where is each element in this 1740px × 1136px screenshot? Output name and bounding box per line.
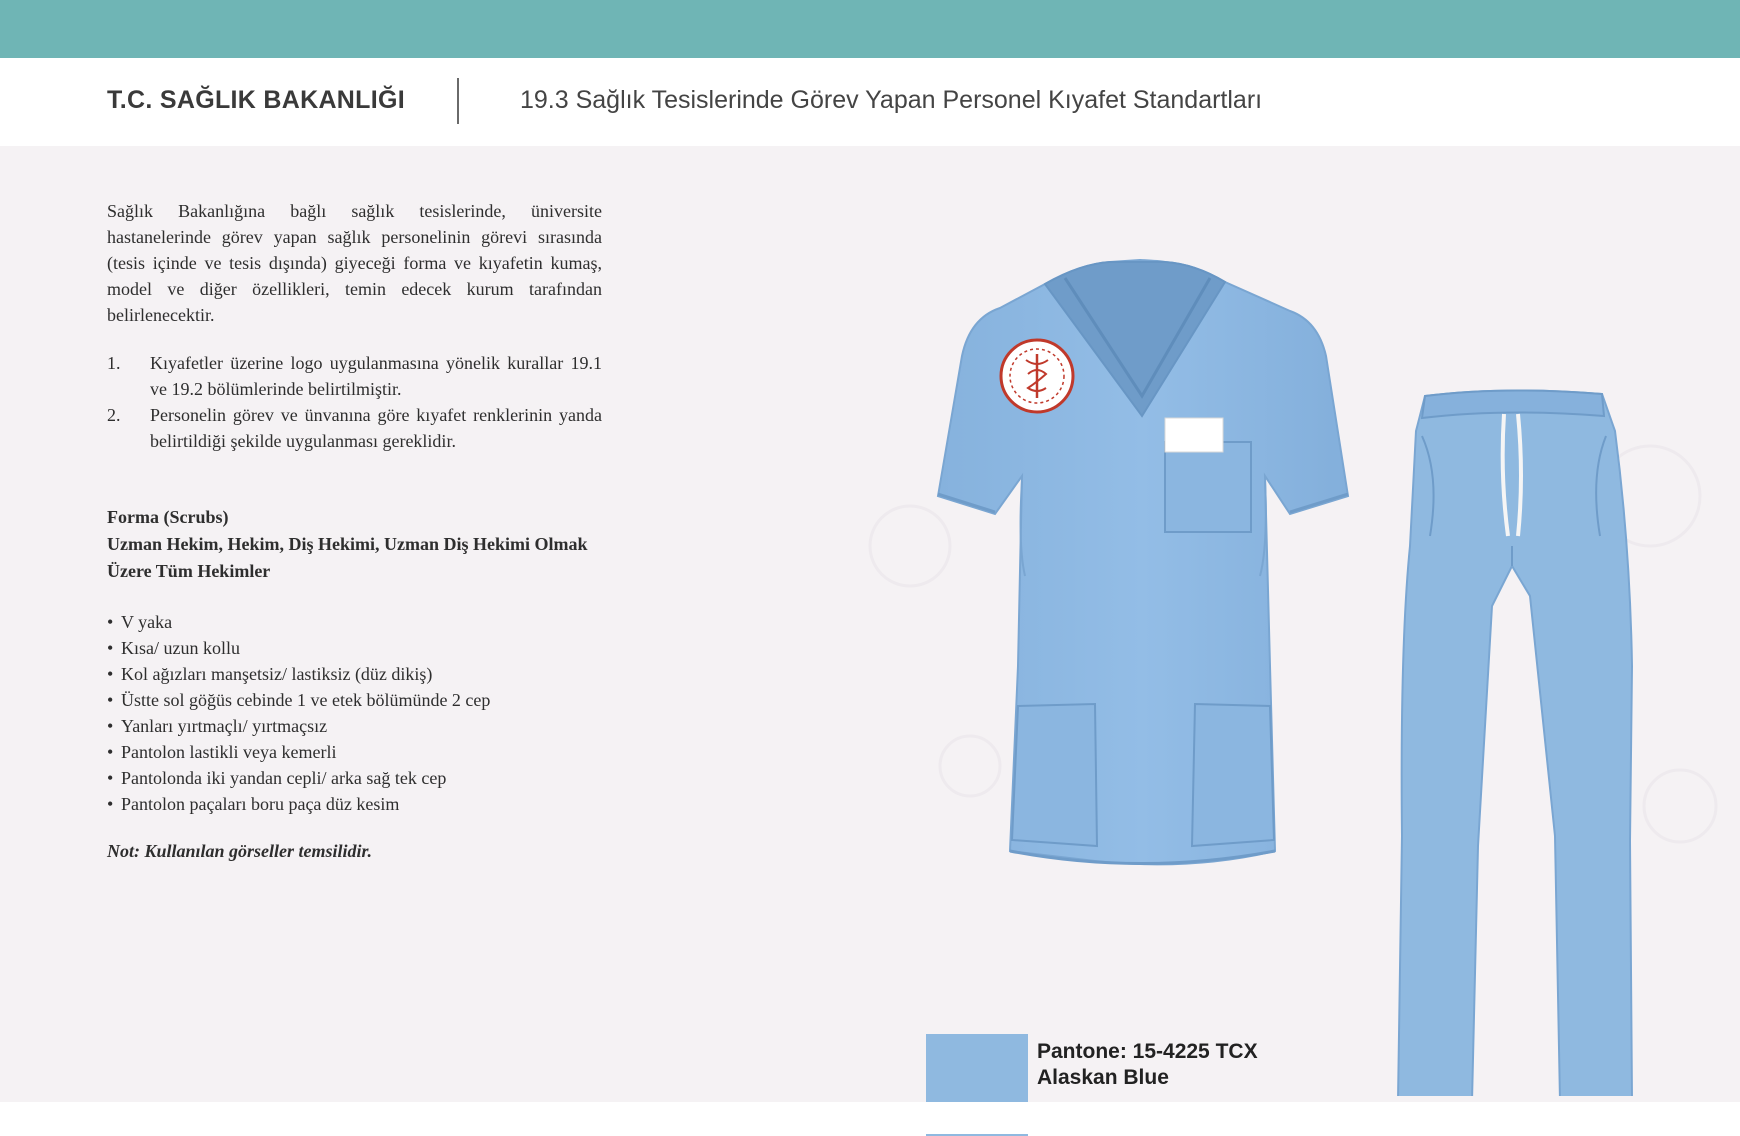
page-header [0, 58, 1740, 146]
intro-paragraph: Sağlık Bakanlığına bağlı sağlık tesislerinde, üniversite hastanelerinde görev yapan sağlık personelinin görevi sırasında (tesis içinde ve tesis dışında) giyeceği forma ve kıyafetin kumaş, model ve diğer özellikleri, temin edecek kurum tarafından belirlenecektir. [107, 201, 602, 325]
rule-text: Personelin görev ve ünvanına göre kıyafet renklerinin yanda belirtildiği şekilde uygulanması gereklidir. [150, 405, 602, 451]
text-column [107, 198, 602, 862]
feature-item: • Yanları yırtmaçlı/ yırtmaçsız [107, 716, 328, 736]
rule-item [107, 350, 602, 402]
feature-item: • Pantolon paçaları boru paça düz kesim [107, 794, 400, 814]
content-panel [0, 146, 1740, 1102]
section-title: Forma (Scrubs) [107, 507, 229, 527]
header-divider [457, 78, 459, 124]
note-text: Not: Kullanılan görseller temsilidir. [107, 841, 373, 861]
rule-number: 2. [107, 405, 121, 425]
rules-list [107, 350, 602, 454]
page-footer-margin [0, 1102, 1740, 1134]
document-title: 19.3 Sağlık Tesislerinde Görev Yapan Personel Kıyafet Standartları [520, 86, 1263, 114]
feature-item: • Üstte sol göğüs cebinde 1 ve etek bölümünde 2 cep [107, 690, 491, 710]
rule-number: 1. [107, 353, 121, 373]
rule-item [107, 402, 602, 454]
organization-name: T.C. SAĞLIK BAKANLIĞI [107, 86, 405, 114]
scrub-pants-icon [1398, 390, 1632, 1096]
feature-item: • V yaka [107, 612, 173, 632]
pantone-label [1037, 1039, 1258, 1091]
scrubs-illustration [850, 246, 1730, 1096]
top-accent-bar [0, 0, 1740, 58]
feature-item: • Pantolon lastikli veya kemerli [107, 742, 337, 762]
ministry-logo-icon [1001, 340, 1073, 412]
feature-item: • Kısa/ uzun kollu [107, 638, 240, 658]
feature-item: • Pantolonda iki yandan cepli/ arka sağ tek cep [107, 768, 447, 788]
section-subtitle: Uzman Hekim, Hekim, Diş Hekimi, Uzman Diş Hekimi Olmak Üzere Tüm Hekimler [107, 534, 588, 581]
rule-text: Kıyafetler üzerine logo uygulanmasına yönelik kurallar 19.1 ve 19.2 bölümlerinde belirtilmiştir. [150, 353, 602, 399]
pantone-color-name: Alaskan Blue [1037, 1066, 1169, 1089]
pantone-code: Pantone: 15-4225 TCX [1037, 1040, 1258, 1063]
features-list [107, 609, 602, 817]
feature-item: • Kol ağızları manşetsiz/ lastiksiz (düz dikiş) [107, 664, 433, 684]
